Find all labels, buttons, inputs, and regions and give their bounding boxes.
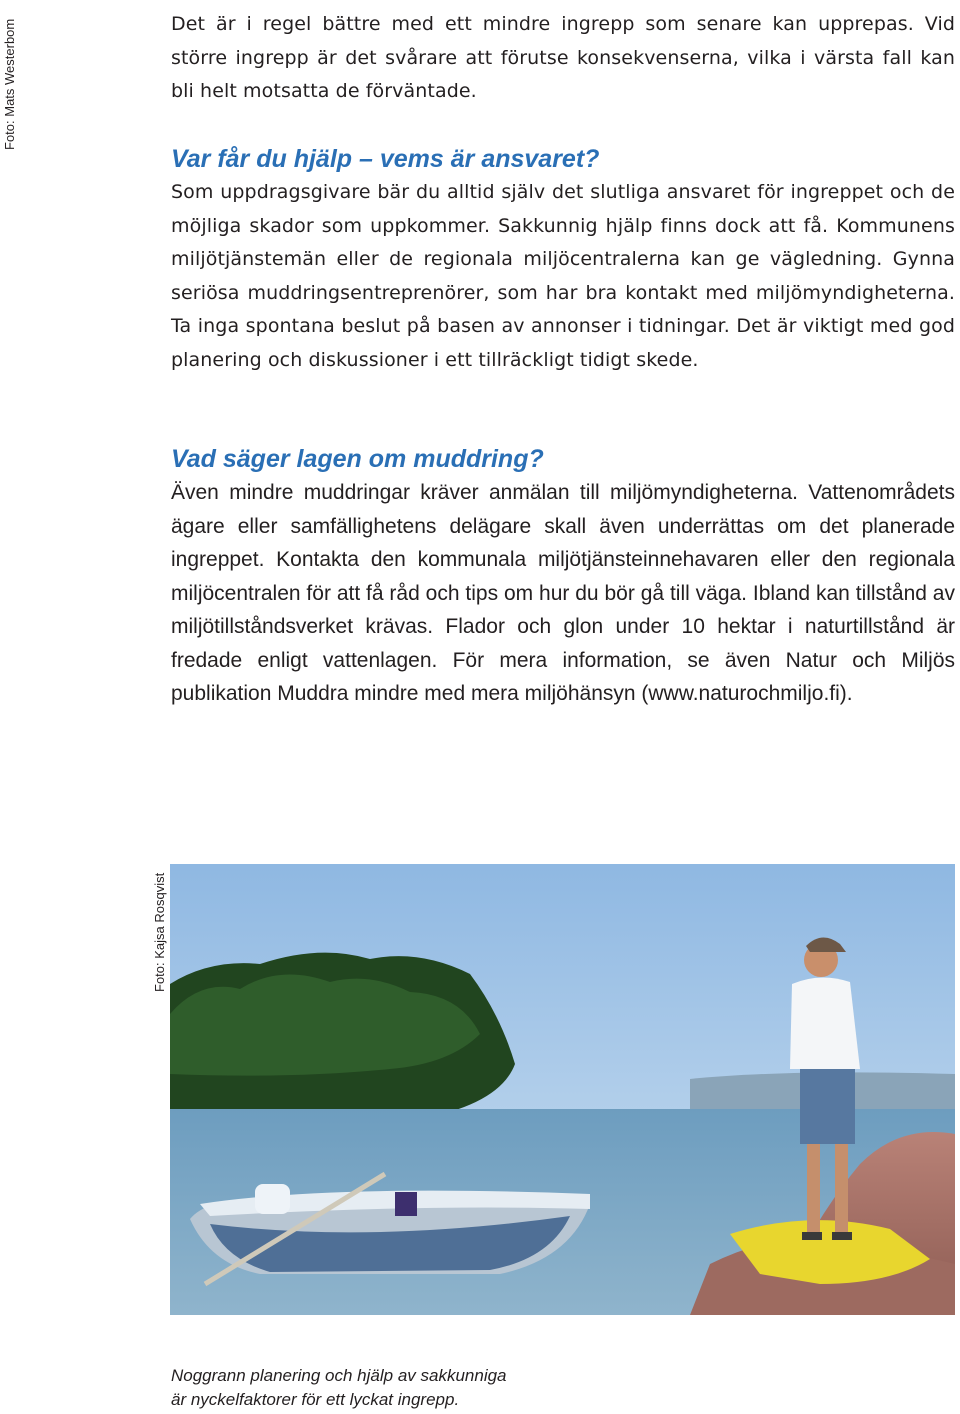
photo-caption	[171, 1364, 691, 1412]
intro-block	[171, 8, 955, 109]
photo-credit-side	[150, 866, 168, 992]
photo-credit-top-text: Foto: Mats Westerbom	[2, 18, 17, 150]
section-law-heading: Vad säger lagen om muddring?	[171, 445, 544, 473]
section-law-body: Även mindre muddringar kräver anmälan till miljömyndigheterna. Vattenområdets ägare eller samfällighetens delägare skall även underrättas om det planerade ingreppet. Kontakta den kommunala miljötjänsteinnehavaren eller den regionala miljöcentralen för att få råd och tips om hur du bör gå till väga. Ibland kan tillstånd av miljötillståndsverket krävas. Flador och glon under 10 hektar i naturtillstånd är fredade enligt vattenlagen. För mera information, se även Natur och Miljös publikation Muddra mindre med mera miljöhänsyn (www.naturochmiljo.fi).	[171, 481, 955, 705]
photo-caption-line1: Noggrann planering och hjälp av sakkunniga	[171, 1366, 507, 1385]
section-law	[171, 442, 955, 711]
section-responsibility-body: Som uppdragsgivare bär du alltid själv det slutliga ansvaret för ingreppet och de möjliga skador som uppkommer. Sakkunnig hjälp finns dock att få. Kommunens miljötjänstemän eller de regionala miljöcentralerna kan ge vägledning. Gynna seriösa muddringsentreprenörer, som har bra kontakt med miljömyndigheterna. Ta inga spontana beslut på basen av annonser i tidningar. Det är viktigt med god planering och diskussioner i ett tillräckligt tidigt skede.	[171, 181, 955, 371]
intro-paragraph: Det är i regel bättre med ett mindre ingrepp som senare kan upprepas. Vid större ingrepp är det svårare att förutse konsekvenserna, vilka i värsta fall kan bli helt motsatta de förväntade.	[171, 13, 955, 102]
section-responsibility	[171, 142, 955, 377]
lake-photo-illustration	[170, 864, 955, 1315]
photo-caption-line2: är nyckelfaktorer för ett lyckat ingrepp.	[171, 1390, 460, 1409]
photo-credit-top	[0, 0, 18, 152]
lake-photo	[170, 864, 955, 1315]
section-responsibility-heading: Var får du hjälp – vems är ansvaret?	[171, 145, 600, 173]
photo-credit-side-text: Foto: Kajsa Rosqvist	[152, 872, 167, 992]
